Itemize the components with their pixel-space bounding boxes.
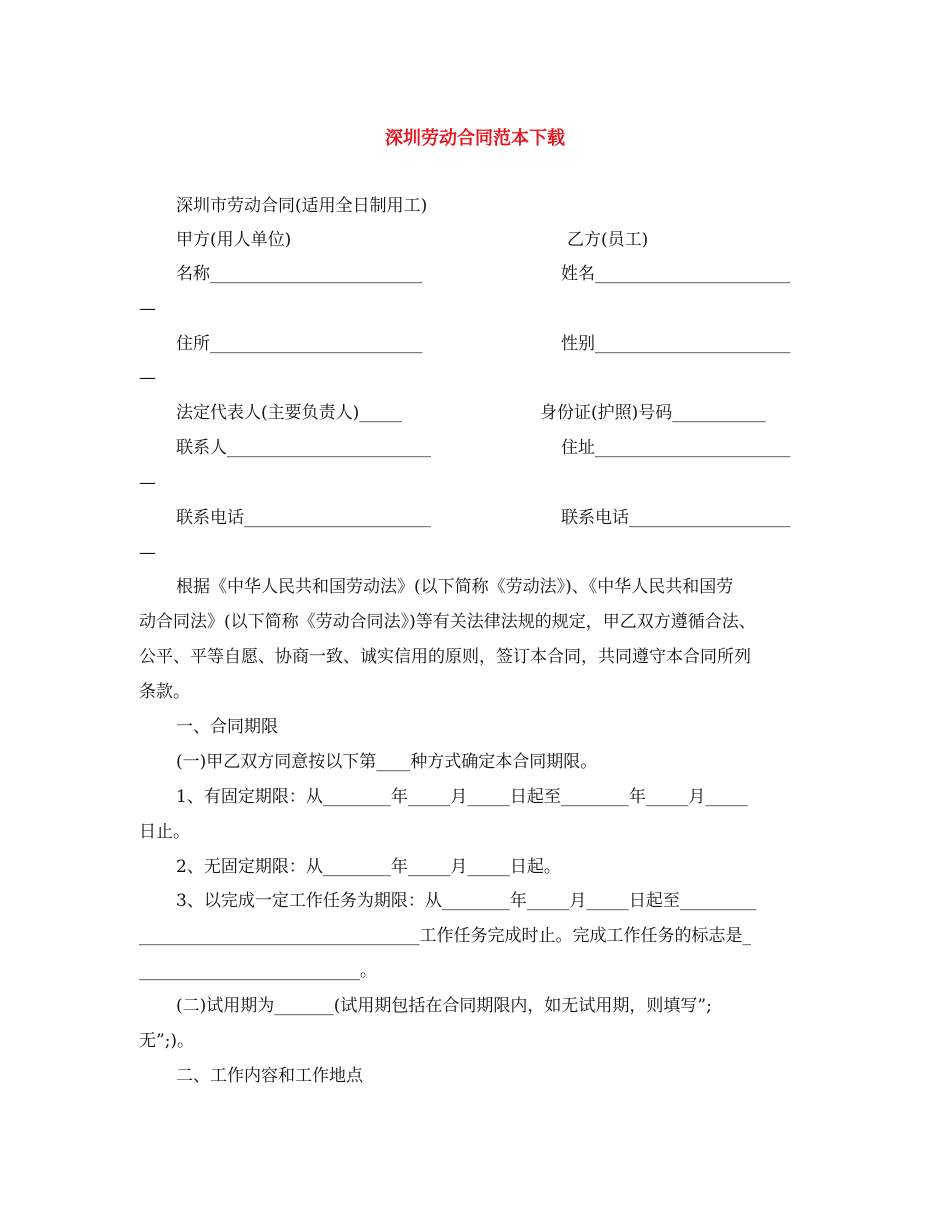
section-2-heading: 二、工作内容和工作地点 xyxy=(176,1066,363,1086)
clause-1-3-line-3: __________________________。 xyxy=(139,961,377,981)
clause-1-3-line-2: _________________________________工作任务完成时止。完成工作任务的标志是_ xyxy=(139,926,751,946)
party-a-contact-field: 联系人________________________ xyxy=(176,438,431,458)
clause-1-b-line-2: 无”;)。 xyxy=(139,1031,195,1051)
party-b-label: 乙方(员工) xyxy=(567,230,649,250)
line-continuation-dash: — xyxy=(139,299,156,319)
party-b-id-field: 身份证(护照)号码___________ xyxy=(540,403,766,423)
preamble-line-2: 动合同法》(以下简称《劳动合同法》)等有关法律法规的规定，甲乙双方遵循合法、 xyxy=(139,612,756,632)
party-a-label: 甲方(用人单位) xyxy=(176,230,292,250)
section-1-heading: 一、合同期限 xyxy=(176,717,278,737)
clause-1-1-line-2: 日止。 xyxy=(139,822,190,842)
clause-1-b-line-1: (二)试用期为_______(试用期包括在合同期限内，如无试用期，则填写”; xyxy=(176,996,712,1016)
contract-subtitle: 深圳市劳动合同(适用全日制用工) xyxy=(176,196,428,216)
party-b-name-field: 姓名_______________________ xyxy=(561,264,791,284)
party-a-phone-field: 联系电话______________________ xyxy=(176,508,431,528)
document-title: 深圳劳动合同范本下载 xyxy=(385,128,565,149)
party-a-name-field: 名称_________________________ xyxy=(176,264,423,284)
clause-1-3-line-1: 3、以完成一定工作任务为期限：从________年_____月_____日起至_________ xyxy=(176,891,757,911)
line-continuation-dash: — xyxy=(139,543,156,563)
clause-1-1-line-1: 1、有固定期限：从________年_____月_____日起至________年_____月_____ xyxy=(176,787,748,807)
preamble-line-1: 根据《中华人民共和国劳动法》(以下简称《劳动法》)、《中华人民共和国劳 xyxy=(176,577,734,597)
party-a-legal-rep-field: 法定代表人(主要负责人)_____ xyxy=(176,403,402,423)
clause-1-2: 2、无固定期限：从________年_____月_____日起。 xyxy=(176,857,561,877)
party-b-gender-field: 性别_______________________ xyxy=(561,334,791,354)
party-a-address-field: 住所_________________________ xyxy=(176,334,423,354)
party-b-address-field: 住址_______________________ xyxy=(561,438,791,458)
line-continuation-dash: — xyxy=(139,368,156,388)
preamble-line-4: 条款。 xyxy=(139,682,190,702)
party-b-phone-field: 联系电话___________________ xyxy=(561,508,791,528)
clause-1-a: (一)甲乙双方同意按以下第____种方式确定本合同期限。 xyxy=(176,752,598,772)
line-continuation-dash: — xyxy=(139,473,156,493)
preamble-line-3: 公平、平等自愿、协商一致、诚实信用的原则，签订本合同，共同遵守本合同所列 xyxy=(139,647,751,667)
